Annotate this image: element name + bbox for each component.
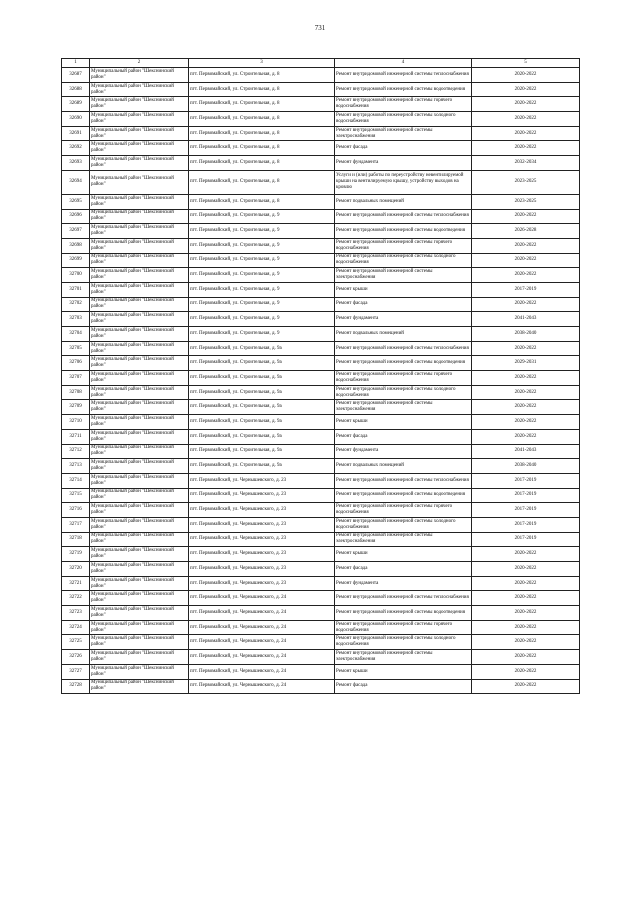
period-cell: 2020-2022 <box>472 679 580 694</box>
address-cell: пгт. Первомайский, ул. Чернышевского, д. 23 <box>189 532 335 547</box>
work-type-cell: Ремонт внутридомовой инженерной системы горячего водоснабжения <box>335 371 472 386</box>
period-cell: 2020-2022 <box>472 341 580 356</box>
row-number: 32697 <box>62 224 90 239</box>
row-number: 32723 <box>62 606 90 621</box>
work-type-cell: Ремонт фундамента <box>335 156 472 171</box>
address-cell: пгт. Первомайский, ул. Чернышевского, д. 23 <box>189 562 335 577</box>
address-cell: пгт. Первомайский, ул. Чернышевского, д. 23 <box>189 517 335 532</box>
table-row <box>62 170 580 194</box>
work-type-cell: Ремонт внутридомовой инженерной системы водоотведения <box>335 82 472 97</box>
table-row <box>62 547 580 562</box>
address-cell: пгт. Первомайский, ул. Строительная, д. 8 <box>189 126 335 141</box>
header-row <box>62 59 580 68</box>
work-type-cell: Ремонт внутридомовой инженерной системы электроснабжения <box>335 126 472 141</box>
address-cell: пгт. Первомайский, ул. Чернышевского, д. 24 <box>189 679 335 694</box>
work-type-cell: Ремонт внутридомовой инженерной системы теплоснабжения <box>335 341 472 356</box>
row-number: 32705 <box>62 341 90 356</box>
work-type-cell: Ремонт внутридомовой инженерной системы электроснабжения <box>335 400 472 415</box>
period-cell: 2020-2022 <box>472 547 580 562</box>
table-row <box>62 356 580 371</box>
work-type-cell: Ремонт фасада <box>335 141 472 156</box>
row-number: 32718 <box>62 532 90 547</box>
municipality-cell: Муниципальный район "Шекснинский район" <box>90 356 189 371</box>
work-type-cell: Ремонт крыши <box>335 282 472 297</box>
period-cell: 2020-2022 <box>472 297 580 312</box>
work-type-cell: Ремонт внутридомовой инженерной системы водоотведения <box>335 606 472 621</box>
row-number: 32695 <box>62 194 90 209</box>
table-row <box>62 327 580 342</box>
municipality-cell: Муниципальный район "Шекснинский район" <box>90 126 189 141</box>
row-number: 32728 <box>62 679 90 694</box>
address-cell: пгт. Первомайский, ул. Строительная, д. 9а <box>189 415 335 430</box>
work-type-cell: Ремонт внутридомовой инженерной системы водоотведения <box>335 224 472 239</box>
work-type-cell: Ремонт внутридомовой инженерной системы горячего водоснабжения <box>335 97 472 112</box>
table-row <box>62 620 580 635</box>
period-cell: 2020-2022 <box>472 97 580 112</box>
address-cell: пгт. Первомайский, ул. Чернышевского, д. 24 <box>189 635 335 650</box>
work-type-cell: Ремонт внутридомовой инженерной системы электроснабжения <box>335 532 472 547</box>
municipality-cell: Муниципальный район "Шекснинский район" <box>90 238 189 253</box>
municipality-cell: Муниципальный район "Шекснинский район" <box>90 664 189 679</box>
municipality-cell: Муниципальный район "Шекснинский район" <box>90 444 189 459</box>
row-number: 32687 <box>62 68 90 83</box>
table-row <box>62 341 580 356</box>
table-row <box>62 459 580 474</box>
municipality-cell: Муниципальный район "Шекснинский район" <box>90 341 189 356</box>
work-type-cell: Ремонт внутридомовой инженерной системы водоотведения <box>335 488 472 503</box>
address-cell: пгт. Первомайский, ул. Строительная, д. 9 <box>189 297 335 312</box>
work-type-cell: Ремонт крыши <box>335 415 472 430</box>
row-number: 32706 <box>62 356 90 371</box>
table-row <box>62 371 580 386</box>
municipality-cell: Муниципальный район "Шекснинский район" <box>90 620 189 635</box>
municipality-cell: Муниципальный район "Шекснинский район" <box>90 606 189 621</box>
period-cell: 2017-2019 <box>472 473 580 488</box>
address-cell: пгт. Первомайский, ул. Чернышевского, д. 24 <box>189 664 335 679</box>
period-cell: 2020-2022 <box>472 606 580 621</box>
address-cell: пгт. Первомайский, ул. Строительная, д. 9а <box>189 400 335 415</box>
period-cell: 2020-2022 <box>472 400 580 415</box>
address-cell: пгт. Первомайский, ул. Строительная, д. 8 <box>189 156 335 171</box>
municipality-cell: Муниципальный район "Шекснинский район" <box>90 562 189 577</box>
municipality-cell: Муниципальный район "Шекснинский район" <box>90 297 189 312</box>
period-cell: 2020-2022 <box>472 650 580 665</box>
address-cell: пгт. Первомайский, ул. Чернышевского, д. 23 <box>189 576 335 591</box>
table-row <box>62 97 580 112</box>
period-cell: 2017-2019 <box>472 532 580 547</box>
work-type-cell: Ремонт внутридомовой инженерной системы теплоснабжения <box>335 591 472 606</box>
address-cell: пгт. Первомайский, ул. Строительная, д. 9 <box>189 268 335 283</box>
municipality-cell: Муниципальный район "Шекснинский район" <box>90 415 189 430</box>
period-cell: 2041-2043 <box>472 312 580 327</box>
municipality-cell: Муниципальный район "Шекснинский район" <box>90 194 189 209</box>
table-row <box>62 268 580 283</box>
row-number: 32688 <box>62 82 90 97</box>
table-row <box>62 209 580 224</box>
table-row <box>62 82 580 97</box>
column-header-1: 1 <box>62 59 90 68</box>
work-type-cell: Услуги и (или) работы по переустройству невентилируемой крыши на вентилируемую крышу, устройству выходов на кровлю <box>335 170 472 194</box>
address-cell: пгт. Первомайский, ул. Строительная, д. 9а <box>189 444 335 459</box>
row-number: 32724 <box>62 620 90 635</box>
row-number: 32726 <box>62 650 90 665</box>
work-type-cell: Ремонт внутридомовой инженерной системы электроснабжения <box>335 650 472 665</box>
table-row <box>62 253 580 268</box>
municipality-cell: Муниципальный район "Шекснинский район" <box>90 82 189 97</box>
address-cell: пгт. Первомайский, ул. Строительная, д. 9а <box>189 341 335 356</box>
work-type-cell: Ремонт крыши <box>335 664 472 679</box>
period-cell: 2020-2022 <box>472 591 580 606</box>
work-type-cell: Ремонт внутридомовой инженерной системы горячего водоснабжения <box>335 620 472 635</box>
period-cell: 2020-2022 <box>472 209 580 224</box>
address-cell: пгт. Первомайский, ул. Строительная, д. 8 <box>189 97 335 112</box>
municipality-cell: Муниципальный район "Шекснинский район" <box>90 282 189 297</box>
work-type-cell: Ремонт фасада <box>335 429 472 444</box>
address-cell: пгт. Первомайский, ул. Строительная, д. 9 <box>189 312 335 327</box>
row-number: 32708 <box>62 385 90 400</box>
row-number: 32699 <box>62 253 90 268</box>
municipality-cell: Муниципальный район "Шекснинский район" <box>90 488 189 503</box>
period-cell: 2017-2019 <box>472 488 580 503</box>
period-cell: 2017-2019 <box>472 282 580 297</box>
municipality-cell: Муниципальный район "Шекснинский район" <box>90 156 189 171</box>
row-number: 32700 <box>62 268 90 283</box>
work-type-cell: Ремонт фасада <box>335 679 472 694</box>
address-cell: пгт. Первомайский, ул. Чернышевского, д. 23 <box>189 473 335 488</box>
address-cell: пгт. Первомайский, ул. Строительная, д. 9 <box>189 327 335 342</box>
municipality-cell: Муниципальный район "Шекснинский район" <box>90 327 189 342</box>
table-row <box>62 444 580 459</box>
address-cell: пгт. Первомайский, ул. Строительная, д. 9а <box>189 385 335 400</box>
table-row <box>62 473 580 488</box>
work-type-cell: Ремонт внутридомовой инженерной системы холодного водоснабжения <box>335 112 472 127</box>
period-cell: 2023-2025 <box>472 194 580 209</box>
work-type-cell: Ремонт фасада <box>335 562 472 577</box>
address-cell: пгт. Первомайский, ул. Строительная, д. 9а <box>189 429 335 444</box>
period-cell: 2020-2022 <box>472 126 580 141</box>
period-cell: 2020-2022 <box>472 576 580 591</box>
municipality-cell: Муниципальный район "Шекснинский район" <box>90 141 189 156</box>
row-number: 32704 <box>62 327 90 342</box>
municipality-cell: Муниципальный район "Шекснинский район" <box>90 385 189 400</box>
column-header-3: 3 <box>189 59 335 68</box>
work-type-cell: Ремонт фундамента <box>335 312 472 327</box>
table-row <box>62 606 580 621</box>
period-cell: 2020-2022 <box>472 562 580 577</box>
row-number: 32721 <box>62 576 90 591</box>
period-cell: 2020-2022 <box>472 620 580 635</box>
period-cell: 2020-2022 <box>472 82 580 97</box>
work-type-cell: Ремонт внутридомовой инженерной системы электроснабжения <box>335 268 472 283</box>
row-number: 32698 <box>62 238 90 253</box>
municipality-cell: Муниципальный район "Шекснинский район" <box>90 170 189 194</box>
work-type-cell: Ремонт подвальных помещений <box>335 327 472 342</box>
table-row <box>62 224 580 239</box>
municipality-cell: Муниципальный район "Шекснинский район" <box>90 576 189 591</box>
period-cell: 2020-2022 <box>472 238 580 253</box>
municipality-cell: Муниципальный район "Шекснинский район" <box>90 268 189 283</box>
municipality-cell: Муниципальный район "Шекснинский район" <box>90 209 189 224</box>
row-number: 32707 <box>62 371 90 386</box>
table-row <box>62 532 580 547</box>
row-number: 32715 <box>62 488 90 503</box>
address-cell: пгт. Первомайский, ул. Строительная, д. 9 <box>189 238 335 253</box>
address-cell: пгт. Первомайский, ул. Строительная, д. 8 <box>189 68 335 83</box>
row-number: 32714 <box>62 473 90 488</box>
work-type-cell: Ремонт внутридомовой инженерной системы водоотведения <box>335 356 472 371</box>
work-type-cell: Ремонт внутридомовой инженерной системы теплоснабжения <box>335 209 472 224</box>
address-cell: пгт. Первомайский, ул. Чернышевского, д. 24 <box>189 591 335 606</box>
row-number: 32725 <box>62 635 90 650</box>
work-type-cell: Ремонт внутридомовой инженерной системы горячего водоснабжения <box>335 503 472 518</box>
address-cell: пгт. Первомайский, ул. Чернышевского, д. 24 <box>189 606 335 621</box>
table-row <box>62 282 580 297</box>
address-cell: пгт. Первомайский, ул. Строительная, д. 8 <box>189 82 335 97</box>
work-type-cell: Ремонт внутридомовой инженерной системы теплоснабжения <box>335 68 472 83</box>
address-cell: пгт. Первомайский, ул. Строительная, д. 9 <box>189 282 335 297</box>
period-cell: 2020-2022 <box>472 253 580 268</box>
column-header-4: 4 <box>335 59 472 68</box>
municipality-cell: Муниципальный район "Шекснинский район" <box>90 312 189 327</box>
table-row <box>62 141 580 156</box>
period-cell: 2020-2022 <box>472 385 580 400</box>
address-cell: пгт. Первомайский, ул. Строительная, д. 8 <box>189 170 335 194</box>
table-row <box>62 385 580 400</box>
table-row <box>62 562 580 577</box>
period-cell: 2038-2040 <box>472 459 580 474</box>
table-row <box>62 503 580 518</box>
row-number: 32716 <box>62 503 90 518</box>
row-number: 32712 <box>62 444 90 459</box>
table-row <box>62 650 580 665</box>
table-row <box>62 488 580 503</box>
row-number: 32717 <box>62 517 90 532</box>
period-cell: 2026-2028 <box>472 224 580 239</box>
work-type-cell: Ремонт внутридомовой инженерной системы горячего водоснабжения <box>335 238 472 253</box>
row-number: 32691 <box>62 126 90 141</box>
municipality-cell: Муниципальный район "Шекснинский район" <box>90 679 189 694</box>
municipality-cell: Муниципальный район "Шекснинский район" <box>90 429 189 444</box>
municipality-cell: Муниципальный район "Шекснинский район" <box>90 517 189 532</box>
period-cell: 2041-2043 <box>472 444 580 459</box>
row-number: 32694 <box>62 170 90 194</box>
table-row <box>62 238 580 253</box>
table-row <box>62 312 580 327</box>
row-number: 32696 <box>62 209 90 224</box>
municipality-cell: Муниципальный район "Шекснинский район" <box>90 635 189 650</box>
address-cell: пгт. Первомайский, ул. Строительная, д. 9 <box>189 253 335 268</box>
row-number: 32692 <box>62 141 90 156</box>
table-row <box>62 194 580 209</box>
table-row <box>62 635 580 650</box>
address-cell: пгт. Первомайский, ул. Строительная, д. 9а <box>189 459 335 474</box>
row-number: 32710 <box>62 415 90 430</box>
table-row <box>62 429 580 444</box>
table-row <box>62 664 580 679</box>
address-cell: пгт. Первомайский, ул. Чернышевского, д. 23 <box>189 547 335 562</box>
municipality-cell: Муниципальный район "Шекснинский район" <box>90 224 189 239</box>
work-type-cell: Ремонт подвальных помещений <box>335 194 472 209</box>
column-header-5: 5 <box>472 59 580 68</box>
period-cell: 2020-2022 <box>472 268 580 283</box>
municipality-cell: Муниципальный район "Шекснинский район" <box>90 591 189 606</box>
table-row <box>62 415 580 430</box>
address-cell: пгт. Первомайский, ул. Чернышевского, д. 24 <box>189 620 335 635</box>
work-type-cell: Ремонт внутридомовой инженерной системы холодного водоснабжения <box>335 635 472 650</box>
row-number: 32719 <box>62 547 90 562</box>
address-cell: пгт. Первомайский, ул. Строительная, д. 8 <box>189 141 335 156</box>
table-body <box>62 68 580 694</box>
period-cell: 2020-2022 <box>472 371 580 386</box>
table-row <box>62 400 580 415</box>
period-cell: 2020-2022 <box>472 415 580 430</box>
row-number: 32702 <box>62 297 90 312</box>
address-cell: пгт. Первомайский, ул. Строительная, д. 9а <box>189 356 335 371</box>
row-number: 32727 <box>62 664 90 679</box>
work-type-cell: Ремонт внутридомовой инженерной системы теплоснабжения <box>335 473 472 488</box>
work-type-cell: Ремонт фундамента <box>335 576 472 591</box>
table-row <box>62 679 580 694</box>
page-number: 731 <box>314 24 326 32</box>
address-cell: пгт. Первомайский, ул. Строительная, д. 8 <box>189 194 335 209</box>
municipality-cell: Муниципальный район "Шекснинский район" <box>90 650 189 665</box>
row-number: 32709 <box>62 400 90 415</box>
work-type-cell: Ремонт внутридомовой инженерной системы холодного водоснабжения <box>335 517 472 532</box>
row-number: 32711 <box>62 429 90 444</box>
work-type-cell: Ремонт внутридомовой инженерной системы холодного водоснабжения <box>335 253 472 268</box>
row-number: 32720 <box>62 562 90 577</box>
table-row <box>62 297 580 312</box>
row-number: 32722 <box>62 591 90 606</box>
address-cell: пгт. Первомайский, ул. Чернышевского, д. 23 <box>189 503 335 518</box>
address-cell: пгт. Первомайский, ул. Чернышевского, д. 24 <box>189 650 335 665</box>
address-cell: пгт. Первомайский, ул. Чернышевского, д. 23 <box>189 488 335 503</box>
address-cell: пгт. Первомайский, ул. Строительная, д. 9 <box>189 209 335 224</box>
column-header-2: 2 <box>90 59 189 68</box>
row-number: 32701 <box>62 282 90 297</box>
municipality-cell: Муниципальный район "Шекснинский район" <box>90 547 189 562</box>
municipality-cell: Муниципальный район "Шекснинский район" <box>90 253 189 268</box>
period-cell: 2020-2022 <box>472 141 580 156</box>
period-cell: 2020-2022 <box>472 664 580 679</box>
address-cell: пгт. Первомайский, ул. Строительная, д. 9 <box>189 224 335 239</box>
period-cell: 2017-2019 <box>472 503 580 518</box>
table-row <box>62 126 580 141</box>
work-type-cell: Ремонт фасада <box>335 297 472 312</box>
table-row <box>62 576 580 591</box>
period-cell: 2017-2019 <box>472 517 580 532</box>
address-cell: пгт. Первомайский, ул. Строительная, д. 9а <box>189 371 335 386</box>
table-row <box>62 112 580 127</box>
work-type-cell: Ремонт подвальных помещений <box>335 459 472 474</box>
municipality-cell: Муниципальный район "Шекснинский район" <box>90 68 189 83</box>
table-row <box>62 68 580 83</box>
work-type-cell: Ремонт крыши <box>335 547 472 562</box>
period-cell: 2020-2022 <box>472 68 580 83</box>
row-number: 32689 <box>62 97 90 112</box>
period-cell: 2032-2034 <box>472 156 580 171</box>
period-cell: 2029-2031 <box>472 356 580 371</box>
municipality-cell: Муниципальный район "Шекснинский район" <box>90 97 189 112</box>
municipality-cell: Муниципальный район "Шекснинский район" <box>90 112 189 127</box>
table-row <box>62 591 580 606</box>
work-type-cell: Ремонт фундамента <box>335 444 472 459</box>
period-cell: 2023-2025 <box>472 170 580 194</box>
period-cell: 2038-2040 <box>472 327 580 342</box>
register-table <box>61 58 580 694</box>
municipality-cell: Муниципальный район "Шекснинский район" <box>90 503 189 518</box>
work-type-cell: Ремонт внутридомовой инженерной системы холодного водоснабжения <box>335 385 472 400</box>
municipality-cell: Муниципальный район "Шекснинский район" <box>90 473 189 488</box>
period-cell: 2020-2022 <box>472 635 580 650</box>
period-cell: 2020-2022 <box>472 112 580 127</box>
table-row <box>62 156 580 171</box>
table-row <box>62 517 580 532</box>
row-number: 32703 <box>62 312 90 327</box>
municipality-cell: Муниципальный район "Шекснинский район" <box>90 459 189 474</box>
municipality-cell: Муниципальный район "Шекснинский район" <box>90 532 189 547</box>
municipality-cell: Муниципальный район "Шекснинский район" <box>90 400 189 415</box>
address-cell: пгт. Первомайский, ул. Строительная, д. 8 <box>189 112 335 127</box>
municipality-cell: Муниципальный район "Шекснинский район" <box>90 371 189 386</box>
row-number: 32713 <box>62 459 90 474</box>
row-number: 32693 <box>62 156 90 171</box>
period-cell: 2020-2022 <box>472 429 580 444</box>
row-number: 32690 <box>62 112 90 127</box>
